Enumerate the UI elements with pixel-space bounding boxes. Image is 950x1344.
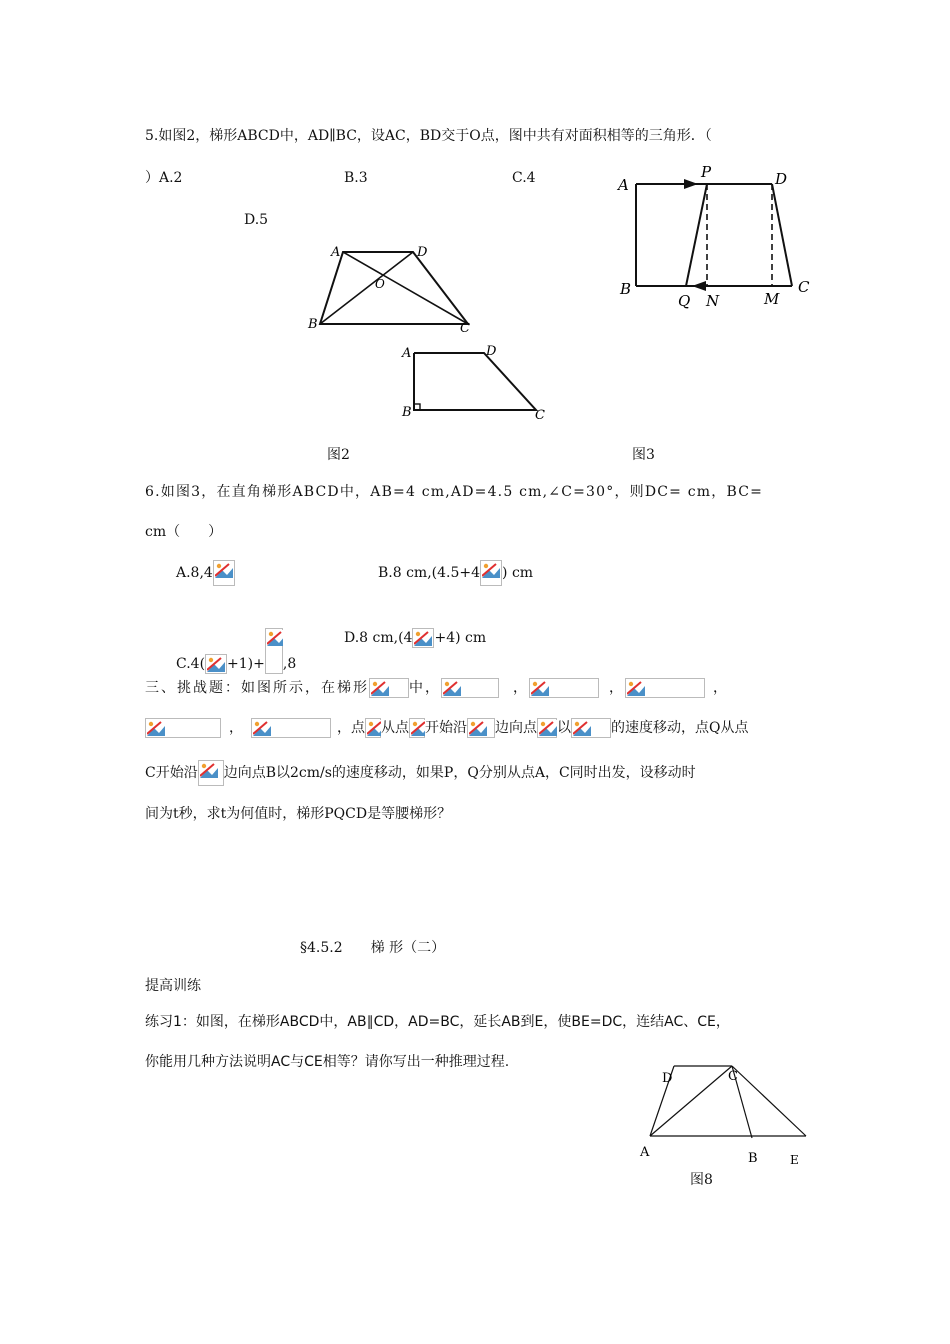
fig2-label-d: D: [417, 245, 428, 260]
image-placeholder-icon: [365, 718, 381, 738]
image-placeholder-icon: [369, 678, 409, 698]
exercise-1-line-1: 练习1：如图，在梯形ABCD中，AB∥CD，AD=BC，延长AB到E，使BE=DC，连结AC、CE，: [145, 1014, 730, 1030]
image-placeholder-icon: [537, 718, 557, 738]
image-placeholder-icon: [205, 654, 227, 674]
image-placeholder-icon: [251, 718, 331, 738]
fig2-label-c: C: [460, 321, 470, 336]
fig3-label-a: A: [618, 176, 629, 194]
q6-stem-cont: cm（ ）: [145, 524, 223, 540]
fig3-label-q: Q: [678, 292, 691, 310]
q6-option-b: B.8 cm,(4.5+4 ) cm: [378, 560, 533, 586]
challenge-line-3: C开始沿 边向点B以2cm/s的速度移动，如果P，Q分别从点A，C同时出发，设移动时: [145, 760, 696, 786]
fig2-label-a: A: [331, 245, 341, 260]
image-placeholder-icon: [409, 718, 425, 738]
fig3-label-c: C: [798, 278, 810, 296]
fig2b-label-b: B: [402, 405, 412, 420]
challenge-line-4: 间为t秒，求t为何值时，梯形PQCD是等腰梯形？: [145, 806, 452, 822]
q5-option-a: ）A.2: [145, 170, 183, 186]
exercise-1-line-2: 你能用几种方法说明AC与CE相等？请你写出一种推理过程.: [145, 1054, 510, 1070]
image-placeholder-icon: [198, 760, 224, 786]
figure-2-trapezoid-diagonals: [300, 238, 480, 338]
image-placeholder-icon: [467, 718, 495, 738]
image-placeholder-icon: [480, 560, 502, 586]
image-placeholder-icon: [265, 628, 283, 674]
fig2b-label-a: A: [402, 346, 412, 361]
image-placeholder-icon: [441, 678, 499, 698]
section-title: §4.5.2 梯 形（二）: [300, 940, 446, 956]
figure-8-trapezoid: [630, 1056, 830, 1186]
figure-3-moving-points: [612, 160, 822, 310]
fig8-label-a: A: [640, 1145, 650, 1160]
image-placeholder-icon: [145, 718, 221, 738]
q6-option-a: A.8,4: [176, 560, 235, 586]
fig8-label-b: B: [748, 1151, 758, 1166]
fig2b-label-c: C: [535, 408, 545, 423]
q5-stem: 5.如图2，梯形ABCD中，AD∥BC，设AC，BD交于O点，图中共有对面积相等的三角形．（: [145, 128, 712, 144]
q6-option-c: C.4( +1)+ ,8: [176, 628, 296, 674]
figure-3-caption: 图3: [632, 447, 655, 463]
image-placeholder-icon: [412, 628, 434, 648]
section-subtitle: 提高训练: [145, 978, 201, 994]
fig3-label-p: P: [701, 163, 712, 181]
q5-option-c: C.4: [512, 170, 536, 186]
fig8-label-d: D: [662, 1071, 673, 1086]
image-placeholder-icon: [571, 718, 611, 738]
challenge-line-1: 三、挑战题：如图所示，在梯形 中， ， ， ，: [145, 680, 729, 696]
image-placeholder-icon: [213, 560, 235, 586]
q5-option-d: D.5: [244, 212, 269, 228]
fig3-label-d: D: [775, 170, 788, 188]
fig2b-label-d: D: [486, 344, 497, 359]
figure-8-caption: 图8: [690, 1172, 713, 1188]
figure-2-caption: 图2: [327, 447, 350, 463]
figure-right-trapezoid: [398, 340, 558, 425]
q6-stem: 6.如图3，在直角梯形ABCD中，AB=4 cm,AD=4.5 cm,∠C=30°，则DC= cm，BC=: [145, 484, 764, 500]
challenge-line-2: ， ，点 从点 开始沿 边向点 以 的速度移动，点Q从点: [145, 718, 748, 738]
fig2-label-b: B: [308, 317, 318, 332]
fig3-label-n: N: [706, 292, 720, 310]
image-placeholder-icon: [625, 678, 705, 698]
fig8-label-c: C: [728, 1069, 738, 1084]
fig8-label-e: E: [790, 1153, 799, 1167]
fig3-label-m: M: [764, 290, 780, 308]
q5-option-b: B.3: [344, 170, 368, 186]
q6-option-d: D.8 cm,(4 +4) cm: [344, 630, 487, 646]
fig2-label-o: O: [375, 277, 385, 291]
fig3-label-b: B: [620, 280, 632, 298]
image-placeholder-icon: [529, 678, 599, 698]
